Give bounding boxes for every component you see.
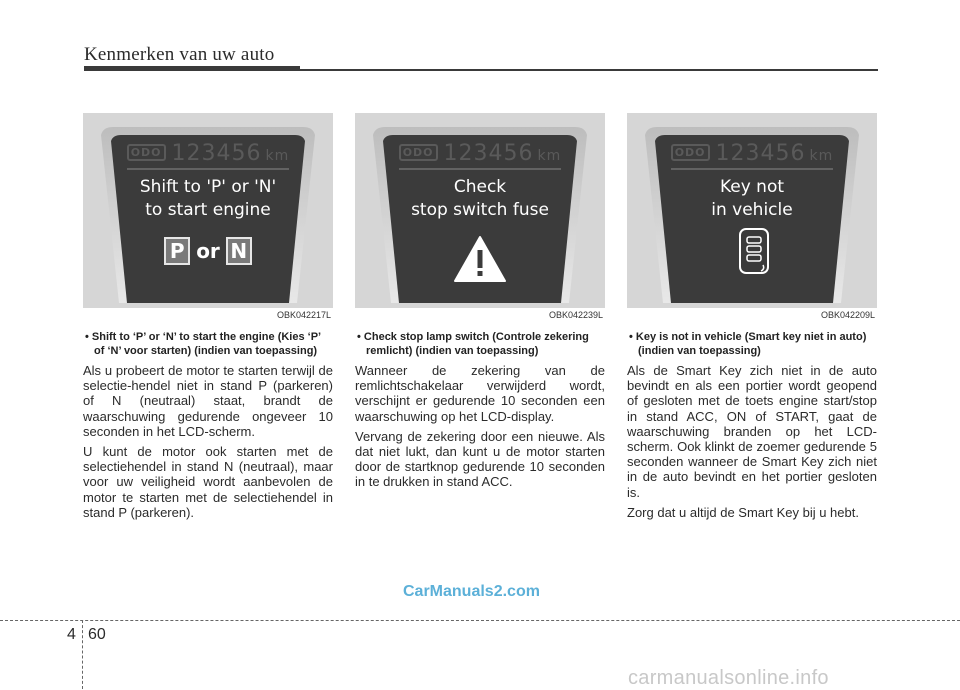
section-number: 4 [67, 626, 76, 643]
image-code: OBK042239L [548, 310, 603, 320]
odo-value: 123456 [171, 141, 262, 166]
odo-unit: km [265, 148, 290, 164]
lcd-message-line2: in vehicle [711, 200, 793, 220]
odo-unit: km [537, 148, 562, 164]
odo-label: ODO [399, 144, 438, 161]
lcd-message-line2: to start engine [145, 200, 271, 220]
gear-p-icon: P [164, 237, 190, 265]
paragraph: Wanneer de zekering van de remlichtschakelaar verwijderd wordt, verschijnt er gedurende 10 seconden een waarschuwing op het LCD-display. [355, 363, 605, 424]
paragraph: Als de Smart Key zich niet in de auto bevindt en als een portier wordt geopend of gesloten met de toets engine start/stop in stand ACC, ON of START, gaat de waarschuwing branden op het LCD-scherm. Ook klinkt de zoemer gedurende 5 seconden wanneer de Smart Key zich niet in de auto bevindt en het portier gesloten is. [627, 363, 877, 500]
bullet-heading: • Check stop lamp switch (Controle zekering remlicht) (indien van toepassing) [357, 331, 589, 357]
page-number: 60 [88, 626, 106, 643]
odo-unit: km [809, 148, 834, 164]
paragraph: U kunt de motor ook starten met de selectiehendel in stand N (neutraal), maar voor uw veiligheid wordt aanbevolen de motor te starten met de selectiehendel in stand P (parkeren). [83, 444, 333, 520]
paragraph: Zorg dat u altijd de Smart Key bij u hebt. [627, 504, 859, 520]
image-code: OBK042217L [276, 310, 331, 320]
watermark-link[interactable]: CarManuals2.com [403, 583, 540, 600]
odo-value: 123456 [443, 141, 534, 166]
column-key-not-in-vehicle [627, 113, 877, 520]
paragraph: Vervang de zekering door een nieuwe. Als dat niet lukt, dan kunt u de motor starten door de startknop gedurende 10 seconden in te drukken in stand ACC. [355, 428, 605, 490]
odo-label: ODO [127, 144, 166, 161]
odometer [83, 141, 333, 166]
header-rule-thin [300, 69, 878, 71]
header-rule-thick [84, 66, 300, 71]
lcd-message-line1: Shift to 'P' or 'N' [139, 177, 277, 197]
footer-rule [0, 620, 960, 621]
odo-value: 123456 [715, 141, 806, 166]
bullet-heading: • Shift to ‘P’ or ‘N’ to start the engine (Kies ‘P’ of ‘N’ voor starten) (indien van toepassing) [85, 331, 321, 357]
paragraph: Als u probeert de motor te starten terwijl de selectie-hendel niet in stand P (parkeren) of N (neutraal) staat, brandt de waarschuwing gedurende ongeveer 10 seconden in het LCD-scherm. [83, 363, 333, 439]
lcd-message-line1: Key not [719, 177, 785, 197]
lcd-message-line1: Check [453, 177, 507, 197]
footer-divider [82, 620, 83, 689]
page-header-title: Kenmerken van uw auto [84, 44, 275, 65]
lcd-panel-key [627, 113, 877, 308]
odometer [627, 141, 877, 166]
gear-indicator [83, 237, 333, 265]
image-code: OBK042209L [820, 310, 875, 320]
column-stop-switch [355, 113, 605, 490]
gear-n-icon: N [226, 237, 252, 265]
column-shift-warning [83, 113, 333, 520]
odometer [355, 141, 605, 166]
lcd-panel-shift [83, 113, 333, 308]
site-watermark: carmanualsonline.info [628, 667, 829, 689]
gear-or-text: or [196, 239, 220, 263]
lcd-panel-stop-switch [355, 113, 605, 308]
odo-label: ODO [671, 144, 710, 161]
bullet-heading: • Key is not in vehicle (Smart key niet in auto) (indien van toepassing) [629, 331, 867, 357]
lcd-message-line2: stop switch fuse [411, 200, 549, 220]
